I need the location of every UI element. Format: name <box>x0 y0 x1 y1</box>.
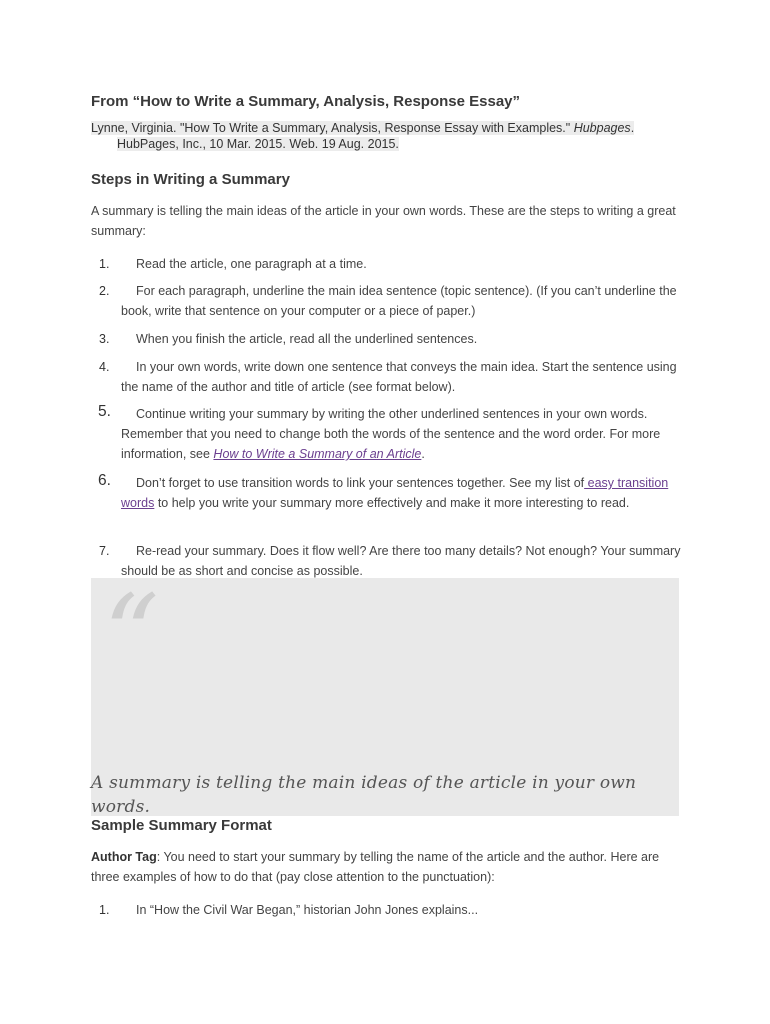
document-heading: From “How to Write a Summary, Analysis, Response Essay” <box>91 93 521 110</box>
citation-part1: Lynne, Virginia. "How To Write a Summary, Analysis, Response Essay with Examples." <box>91 121 574 135</box>
list-number: 6. <box>98 472 111 489</box>
list-item-text-end: . <box>421 447 425 461</box>
format-heading: Sample Summary Format <box>91 817 272 834</box>
list-item <box>91 541 681 581</box>
list-number: 4. <box>99 360 110 374</box>
intro-paragraph: A summary is telling the main ideas of the article in your own words. These are the steps to writing a great summary: <box>91 204 676 238</box>
list-item-text: For each paragraph, underline the main idea sentence (topic sentence). (If you can’t underline the book, write that sentence on your computer or a piece of paper.) <box>121 284 677 318</box>
pull-quote-text: A summary is telling the main ideas of the article in your own words. <box>91 773 637 817</box>
list-item <box>91 329 681 349</box>
list-item <box>91 281 681 321</box>
list-number: 2. <box>99 284 110 298</box>
list-item <box>91 357 681 397</box>
list-item-text: Don’t forget to use transition words to link your sentences together. See my list of <box>136 476 585 490</box>
list-item-text: Re-read your summary. Does it flow well? Are there too many details? Not enough? Your summary should be as short and concise as possible. <box>121 544 681 578</box>
list-item <box>91 404 681 464</box>
list-number: 1. <box>99 903 110 917</box>
transition-words-link[interactable]: easy transition words <box>121 476 669 510</box>
list-number: 5. <box>98 403 111 420</box>
citation <box>91 121 679 152</box>
author-tag-paragraph <box>91 847 681 887</box>
citation-part2: . <box>630 121 635 135</box>
list-item <box>91 254 681 274</box>
author-tag-text: : You need to start your summary by telling the name of the article and the author. Here are three examples of how to do that (pay close attention to the punctuation): <box>91 850 660 884</box>
quote-mark-icon: “ <box>103 571 160 699</box>
citation-line2: HubPages, Inc., 10 Mar. 2015. Web. 19 Aug. 2015. <box>117 136 399 151</box>
steps-heading: Steps in Writing a Summary <box>91 171 290 188</box>
list-item-text-end: to help you write your summary more effectively and make it more interesting to read. <box>154 496 630 510</box>
author-tag-label: Author Tag <box>91 850 157 864</box>
list-item-text: In your own words, write down one sentence that conveys the main idea. Start the sentence using the name of the author and title of article (see format below). <box>121 360 677 394</box>
list-number: 1. <box>99 257 110 271</box>
list-item-text: Continue writing your summary by writing the other underlined sentences in your own words. Remember that you need to change both the words of the sentence and the word order. For more information, see <box>121 407 661 461</box>
summary-article-link[interactable]: How to Write a Summary of an Article <box>213 447 422 461</box>
list-item <box>91 473 681 513</box>
list-item-text: Read the article, one paragraph at a time. <box>136 257 367 271</box>
citation-text <box>91 121 634 135</box>
list-item-text: When you finish the article, read all the underlined sentences. <box>136 332 478 346</box>
list-number: 7. <box>99 544 110 558</box>
list-item <box>91 900 681 920</box>
citation-source: Hubpages <box>573 121 631 135</box>
list-number: 3. <box>99 332 110 346</box>
list-item-text: In “How the Civil War Began,” historian John Jones explains... <box>136 903 479 917</box>
pull-quote <box>91 571 679 817</box>
